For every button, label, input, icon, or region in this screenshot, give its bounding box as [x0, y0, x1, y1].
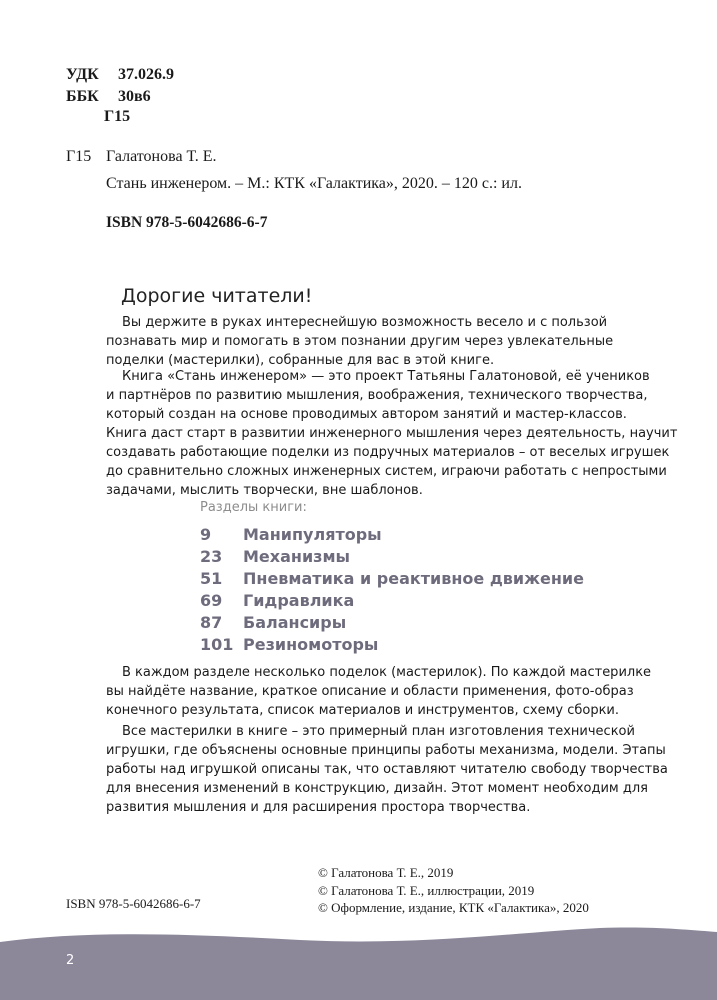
text-line: задачами, мыслить творчески, вне шаблонов.	[106, 483, 423, 498]
section-page: 9	[200, 525, 212, 544]
section-item	[200, 591, 354, 610]
text-line: создавать работающие поделки из подручных материалов – от веселых игрушек	[106, 445, 670, 460]
biblio-mark: Г15	[66, 148, 92, 165]
text-line: вы найдёте название, краткое описание и области применения, фото-образ	[106, 684, 634, 699]
copyright-line: © Галатонова Т. Е., иллюстрации, 2019	[318, 882, 535, 898]
section-title: Механизмы	[243, 547, 350, 566]
section-item	[200, 569, 584, 588]
section-item	[200, 525, 382, 544]
text-line: В каждом разделе несколько поделок (мастерилок). По каждой мастерилке	[122, 665, 652, 680]
section-page: 23	[200, 547, 223, 566]
bbk-value: 30в6	[118, 88, 151, 105]
footer-band	[0, 912, 717, 1000]
udk-value: 37.026.9	[118, 66, 174, 83]
biblio-description: Стань инженером. – М.: КТК «Галактика», 2020. – 120 с.: ил.	[106, 175, 522, 192]
page-number: 2	[66, 953, 75, 968]
text-line: и партнёров по развитию мышления, воображения, технического творчества,	[106, 388, 648, 403]
copyright-line: © Оформление, издание, КТК «Галактика», 2020	[318, 900, 589, 915]
copyright-line: © Галатонова Т. Е., 2019	[318, 865, 454, 880]
section-page: 101	[200, 635, 234, 654]
section-title: Резиномоторы	[243, 635, 379, 654]
section-page: 51	[200, 569, 223, 588]
section-title: Гидравлика	[243, 591, 355, 610]
text-line: Книга «Стань инженером» — это проект Татьяны Галатоновой, её учеников	[122, 369, 650, 384]
bbk-label: ББК	[66, 88, 99, 105]
paragraph-about	[106, 367, 678, 500]
section-item	[200, 635, 378, 654]
text-line: Все мастерилки в книге – это примерный план изготовления технической	[122, 724, 635, 739]
paragraph-sections-info	[106, 663, 652, 720]
text-line: работы над игрушкой описаны так, что оставляют читателю свободу творчества	[106, 762, 668, 777]
paragraph-intro	[106, 313, 614, 370]
text-line: Книга даст старт в развитии инженерного мышления через деятельность, научит	[106, 426, 678, 441]
text-line: для внесения изменений в конструкцию, дизайн. Этот момент необходим для	[106, 781, 648, 796]
section-page: 69	[200, 591, 223, 610]
isbn-main: ISBN 978-5-6042686-6-7	[106, 214, 268, 231]
text-line: Вы держите в руках интереснейшую возможность весело и с пользой	[122, 315, 608, 330]
paragraph-plan	[106, 722, 668, 817]
text-line: который создан на основе проводимых автором занятий и мастер-классов.	[106, 407, 627, 422]
section-item	[200, 613, 346, 632]
isbn-footer: ISBN 978-5-6042686-6-7	[66, 896, 201, 911]
text-line: конечного результата, список материалов и инструментов, схему сборки.	[106, 703, 619, 718]
section-title: Балансиры	[243, 613, 347, 632]
section-page: 87	[200, 613, 223, 632]
section-title: Пневматика и реактивное движение	[243, 569, 584, 588]
text-line: развития мышления и для расширения простора творчества.	[106, 800, 531, 815]
text-line: познавать мир и помогать в этом познании другим через увлекательные	[106, 334, 614, 349]
udk-line	[66, 66, 174, 84]
section-item	[200, 547, 350, 566]
page-title: Дорогие читатели!	[121, 285, 313, 307]
text-line: до сравнительно сложных инженерных систем, играючи работать с непростыми	[106, 464, 667, 479]
udk-label: УДК	[66, 66, 99, 83]
bbk-line	[66, 88, 151, 106]
author-mark: Г15	[104, 108, 131, 125]
text-line: поделки (мастерилки), собранные для вас в этой книге.	[106, 353, 495, 368]
copyright-block	[318, 864, 589, 917]
biblio-author: Галатонова Т. Е.	[106, 148, 217, 165]
section-title: Манипуляторы	[243, 525, 382, 544]
sections-label: Разделы книги:	[200, 500, 307, 515]
text-line: игрушки, где объяснены основные принципы работы механизма, модели. Этапы	[106, 743, 666, 758]
